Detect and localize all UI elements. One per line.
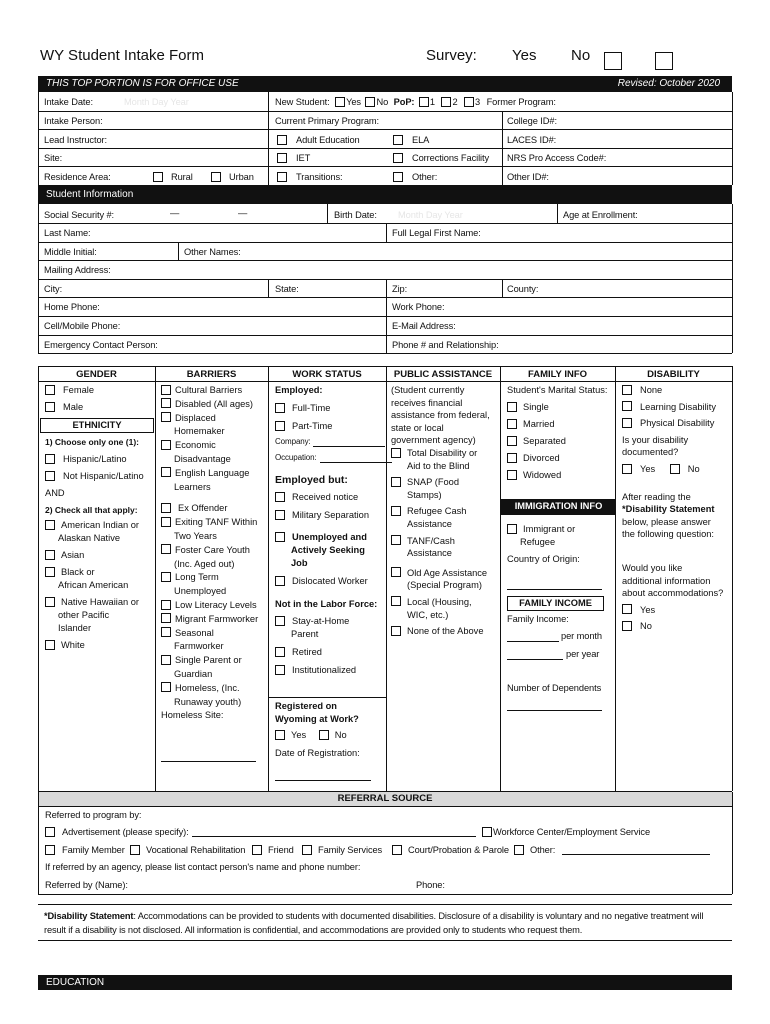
divider <box>732 366 733 791</box>
registration-date-input[interactable] <box>275 780 371 781</box>
barriers-heading: BARRIERS <box>186 369 237 380</box>
pop-2-checkbox[interactable] <box>441 97 451 107</box>
referral-heading: REFERRAL SOURCE <box>337 793 433 804</box>
divider <box>268 279 269 297</box>
divider <box>38 166 732 167</box>
last-name-label: Last Name: <box>44 228 91 238</box>
new-student-yes-label: Yes <box>346 97 361 107</box>
barrier-homeless[interactable]: Homeless, (Inc. <box>161 682 267 696</box>
divider <box>178 242 179 260</box>
family-income-label: Family Income: <box>507 614 569 624</box>
legal-first-name-label: Full Legal First Name: <box>392 228 481 238</box>
zip-label: Zip: <box>392 284 408 294</box>
part-time-option[interactable]: Part-Time <box>275 420 385 433</box>
assistance-none[interactable]: None of the Above <box>391 625 499 638</box>
intake-date-label: Intake Date: <box>44 97 93 107</box>
family-member-option[interactable]: Family Member <box>45 845 125 856</box>
registered-no-option[interactable]: No <box>319 730 347 740</box>
residence-label: Residence Area: <box>44 172 111 182</box>
employed-but-label: Employed but: <box>275 474 348 486</box>
income-month-input[interactable] <box>507 641 559 642</box>
country-of-origin-label: Country of Origin: <box>507 554 580 564</box>
barrier-seasonal[interactable]: Seasonal <box>161 627 267 641</box>
barrier-english-2: Learners <box>174 481 211 492</box>
cell-phone-label: Cell/Mobile Phone: <box>44 321 121 331</box>
physical-disability-option[interactable]: Physical Disability <box>622 417 730 430</box>
disability-heading: DISABILITY <box>647 369 700 380</box>
accommodations-yes-option[interactable]: Yes <box>622 604 730 617</box>
family-column <box>507 384 614 482</box>
assistance-snap[interactable]: SNAP (Food <box>391 476 499 489</box>
middle-initial-label: Middle Initial: <box>44 247 97 257</box>
divider <box>38 279 732 280</box>
divider <box>557 204 558 223</box>
barrier-foster-2: (Inc. Aged out) <box>174 558 235 569</box>
county-label: County: <box>507 284 539 294</box>
survey-label: Survey: <box>426 47 477 64</box>
stay-home-option[interactable]: Stay-at-Home <box>275 615 385 628</box>
divorced-option[interactable]: Divorced <box>507 452 614 465</box>
advertisement-option[interactable]: Advertisement (please specify): <box>45 827 189 838</box>
phone-relationship-label: Phone # and Relationship: <box>392 340 499 350</box>
state-label: State: <box>275 284 299 294</box>
disability-column <box>622 384 730 633</box>
divider <box>615 366 616 791</box>
disability-none-option[interactable]: None <box>622 384 730 397</box>
workforce-option[interactable]: Workforce Center/Employment Service <box>482 827 650 838</box>
homeless-site-label: Homeless Site: <box>161 710 224 721</box>
referred-by-label: Referred by (Name): <box>45 880 128 890</box>
iet-option[interactable]: IET <box>277 153 310 164</box>
unemployed-option[interactable]: Unemployed and <box>275 531 385 544</box>
new-student-no-label: No <box>376 97 389 107</box>
divider <box>38 92 39 185</box>
immigrant-option[interactable]: Immigrant or <box>507 523 614 536</box>
received-notice-option[interactable]: Received notice <box>275 491 385 504</box>
barrier-long-term[interactable]: Long Term <box>161 571 267 585</box>
barrier-disabled[interactable]: Disabled (All ages) <box>161 398 267 412</box>
would-you-like-3: about accommodations? <box>622 588 724 599</box>
family-services-option[interactable]: Family Services <box>300 845 382 856</box>
barrier-displaced-2: Homemaker <box>174 426 225 437</box>
disability-statement-title: *Disability Statement <box>44 911 134 921</box>
advertisement-input[interactable] <box>192 836 476 837</box>
barrier-seasonal-2: Farmworker <box>174 641 224 652</box>
disability-statement-text: : Accommodations can be provided to students with documented disabilities. Disclosure of a disability is voluntary and no negative treatment will result if a disability is not disclosed. All information is confidential, and accommodations are provided only to students who request them. <box>44 911 704 935</box>
country-of-origin-input[interactable] <box>507 589 602 590</box>
divider <box>38 381 732 382</box>
nrs-code-label: NRS Pro Access Code#: <box>507 153 607 163</box>
assistance-tanf-2: Assistance <box>407 548 452 559</box>
documented-question-1: Is your disability <box>622 434 689 445</box>
unemployed-label-3: Job <box>291 558 308 568</box>
family-income-heading: FAMILY INCOME <box>507 596 604 611</box>
institutionalized-option[interactable]: Institutionalized <box>275 664 385 677</box>
unemployed-label-2: Actively Seeking <box>291 545 365 555</box>
divider <box>732 792 733 894</box>
urban-option[interactable]: Urban <box>211 172 254 183</box>
ethnicity-heading: ETHNICITY <box>40 418 154 433</box>
per-year-label: per year <box>566 649 600 659</box>
corrections-option[interactable]: Corrections Facility <box>393 153 489 164</box>
disability-statement-box <box>38 904 732 941</box>
assistance-refugee[interactable]: Refugee Cash <box>391 505 499 518</box>
per-month-label: per month <box>561 631 602 641</box>
not-hispanic-option[interactable]: Not Hispanic/Latino <box>45 470 153 483</box>
white-option[interactable]: White <box>45 639 153 652</box>
female-option[interactable]: Female <box>45 384 153 397</box>
marital-status-label: Student's Marital Status: <box>507 385 608 395</box>
divider <box>38 894 732 895</box>
new-student-yes-checkbox[interactable] <box>335 97 345 107</box>
ssn-dash: — <box>170 208 180 218</box>
accommodations-no-option[interactable]: No <box>622 620 730 633</box>
divider <box>155 366 156 791</box>
registered-label-2: Wyoming at Work? <box>275 714 359 724</box>
barrier-foster[interactable]: Foster Care Youth <box>161 544 267 558</box>
divider <box>268 92 269 185</box>
divider <box>502 111 503 185</box>
hispanic-option[interactable]: Hispanic/Latino <box>45 453 153 466</box>
divider <box>38 223 732 224</box>
assistance-snap-2: Stamps) <box>407 489 442 500</box>
assistance-local[interactable]: Local (Housing, <box>391 596 499 609</box>
form-title: WY Student Intake Form <box>40 47 204 64</box>
not-in-labor-force-label: Not in the Labor Force: <box>275 599 378 609</box>
divider <box>38 792 39 894</box>
dependents-input[interactable] <box>507 710 602 711</box>
mailing-address-label: Mailing Address: <box>44 265 111 275</box>
divider <box>38 260 732 261</box>
office-use-bar <box>38 76 732 92</box>
lead-instructor-label: Lead Instructor: <box>44 135 107 145</box>
after-reading-3: below, please answer <box>622 516 711 527</box>
assistance-intro-5: government agency) <box>391 435 476 446</box>
other-names-label: Other Names: <box>184 247 241 257</box>
company-label: Company: <box>275 437 311 446</box>
registered-label-1: Registered on <box>275 701 337 711</box>
barrier-migrant[interactable]: Migrant Farmworker <box>161 613 267 627</box>
barrier-displaced[interactable]: Displaced <box>161 412 267 426</box>
barrier-economic-2: Disadvantage <box>174 453 231 464</box>
other-referral-option[interactable]: Other: <box>514 845 555 856</box>
barrier-ex-offender[interactable]: Ex Offender <box>161 502 267 516</box>
barrier-low-literacy[interactable]: Low Literacy Levels <box>161 599 267 613</box>
immigration-heading: IMMIGRATION INFO <box>501 499 616 515</box>
ssn-dash: — <box>238 208 248 218</box>
barrier-english[interactable]: English Language <box>161 467 267 481</box>
divider <box>327 204 328 223</box>
survey-no-label: No <box>571 47 591 64</box>
student-info-bar <box>38 186 732 204</box>
divider <box>38 129 732 130</box>
ethnicity-column <box>45 436 153 652</box>
immigrant-label-2: Refugee <box>520 537 556 547</box>
home-phone-label: Home Phone: <box>44 302 100 312</box>
intake-person-label: Intake Person: <box>44 116 103 126</box>
agency-note: If referred by an agency, please list contact person's name and phone number: <box>45 862 361 872</box>
hawaiian-label-3: Islander <box>58 623 92 633</box>
pop-1-label: 1 <box>429 97 435 107</box>
divider <box>38 297 732 298</box>
assistance-intro-1: (Student currently <box>391 385 465 395</box>
divider <box>38 366 732 367</box>
full-time-option[interactable]: Full-Time <box>275 402 385 415</box>
transitions-option[interactable]: Transitions: <box>277 172 343 183</box>
assistance-intro-2: receives financial <box>391 397 463 408</box>
divider <box>38 366 39 791</box>
divider <box>502 279 503 297</box>
registration-section <box>275 700 385 760</box>
adult-ed-option[interactable]: Adult Education <box>277 135 360 146</box>
college-id-label: College ID#: <box>507 116 557 126</box>
pop-1-checkbox[interactable] <box>419 97 429 107</box>
student-info-label: Student Information <box>46 189 134 200</box>
would-you-like-1: Would you like <box>622 562 683 573</box>
hawaiian-option[interactable]: Native Hawaiian or <box>45 596 153 609</box>
ssn-label: Social Security #: <box>44 210 115 220</box>
birth-date-ghost[interactable]: Month Day Year <box>398 210 463 220</box>
documented-question-2: documented? <box>622 447 679 458</box>
assistance-old-age-2: (Special Program) <box>407 580 482 591</box>
gender-column <box>45 384 153 414</box>
documented-yes-option[interactable]: Yes <box>622 464 655 474</box>
occupation-label: Occupation: <box>275 453 317 462</box>
learning-disability-option[interactable]: Learning Disability <box>622 401 730 414</box>
rural-option[interactable]: Rural <box>153 172 193 183</box>
barrier-single-parent-2: Guardian <box>174 668 213 679</box>
single-option[interactable]: Single <box>507 401 614 414</box>
assistance-total-disability-2: Aid to the Blind <box>407 460 470 471</box>
emergency-contact-label: Emergency Contact Person: <box>44 340 158 350</box>
barriers-column <box>161 384 267 723</box>
barrier-tanf[interactable]: Exiting TANF Within <box>161 516 267 530</box>
hawaiian-label-2: other Pacific <box>58 610 110 620</box>
divider <box>732 204 733 353</box>
new-student-row <box>275 97 556 108</box>
work-status-heading: WORK STATUS <box>292 369 362 380</box>
black-option[interactable]: Black or <box>45 566 153 579</box>
divider <box>386 366 387 791</box>
retired-option[interactable]: Retired <box>275 646 385 659</box>
divider <box>38 353 732 354</box>
public-assistance-heading: PUBLIC ASSISTANCE <box>393 369 493 380</box>
separated-option[interactable]: Separated <box>507 435 614 448</box>
dependents-label: Number of Dependents <box>507 683 602 693</box>
after-reading-1: After reading the <box>622 491 691 502</box>
stay-home-label-2: Parent <box>291 629 319 639</box>
disability-statement <box>38 905 732 941</box>
homeless-site-input[interactable] <box>161 761 256 762</box>
other-option[interactable]: Other: <box>393 172 437 183</box>
voc-rehab-option[interactable]: Vocational Rehabilitation <box>130 845 245 856</box>
survey-yes-label: Yes <box>512 47 537 64</box>
divider <box>38 335 732 336</box>
other-id-label: Other ID#: <box>507 172 549 182</box>
intake-date-ghost[interactable]: Month Day Year <box>124 97 189 107</box>
divider <box>732 92 733 185</box>
divider <box>500 366 501 791</box>
pop-label: PoP: <box>393 97 415 107</box>
age-label: Age at Enrollment: <box>563 210 638 220</box>
divider <box>386 279 387 353</box>
divider <box>268 366 269 791</box>
assistance-column <box>391 384 499 638</box>
barrier-homeless-2: Runaway youth) <box>174 696 242 707</box>
assistance-intro-3: assistance from federal, <box>391 410 490 421</box>
barrier-economic[interactable]: Economic <box>161 439 267 453</box>
court-option[interactable]: Court/Probation & Parole <box>392 845 509 856</box>
american-indian-option[interactable]: American Indian or <box>45 519 153 532</box>
work-column <box>275 384 385 433</box>
work-column-2 <box>275 474 385 677</box>
after-reading-2: *Disability Statement <box>622 504 715 515</box>
barrier-tanf-2: Two Years <box>174 530 217 541</box>
survey-yes-checkbox[interactable] <box>604 52 626 70</box>
gender-heading: GENDER <box>76 369 117 380</box>
education-label: EDUCATION <box>46 977 105 988</box>
married-option[interactable]: Married <box>507 418 614 431</box>
revised-label: Revised: October 2020 <box>617 78 720 89</box>
pop-3-checkbox[interactable] <box>464 97 474 107</box>
documented-no-option[interactable]: No <box>670 464 700 474</box>
divider <box>38 316 732 317</box>
referral-phone-label: Phone: <box>416 880 445 890</box>
ela-option[interactable]: ELA <box>393 135 429 146</box>
survey-no-checkbox[interactable] <box>655 52 677 70</box>
friend-option[interactable]: Friend <box>252 845 294 856</box>
divider <box>386 223 387 242</box>
black-label-2: African American <box>58 580 129 590</box>
barrier-long-term-2: Unemployed <box>174 586 227 597</box>
current-program-label: Current Primary Program: <box>275 116 380 126</box>
occupation-input[interactable] <box>320 462 392 463</box>
pop-2-label: 2 <box>452 97 458 107</box>
new-student-label: New Student: <box>275 97 330 107</box>
immigration-section <box>507 523 614 566</box>
assistance-intro-4: state or local <box>391 422 444 433</box>
registered-yes-option[interactable]: Yes <box>275 730 306 740</box>
new-student-no-checkbox[interactable] <box>365 97 375 107</box>
laces-id-label: LACES ID#: <box>507 135 557 145</box>
divider <box>38 148 732 149</box>
birth-date-label: Birth Date: <box>334 210 377 220</box>
assistance-old-age[interactable]: Old Age Assistance <box>391 567 499 580</box>
and-label: AND <box>45 488 65 498</box>
other-referral-input[interactable] <box>562 854 710 855</box>
referral-heading-bar <box>38 792 732 807</box>
pop-3-label: 3 <box>475 97 481 107</box>
office-use-label: THIS TOP PORTION IS FOR OFFICE USE <box>46 78 239 89</box>
widowed-option[interactable]: Widowed <box>507 469 614 482</box>
assistance-local-2: WIC, etc.) <box>407 609 449 620</box>
after-reading-4: the following question: <box>622 529 714 540</box>
site-label: Site: <box>44 153 63 163</box>
email-label: E-Mail Address: <box>392 321 456 331</box>
divider <box>38 111 732 112</box>
male-option[interactable]: Male <box>45 401 153 414</box>
referred-to-label: Referred to program by: <box>45 810 142 820</box>
assistance-total-disability[interactable]: Total Disability or <box>391 447 499 460</box>
asian-option[interactable]: Asian <box>45 549 153 562</box>
choose-one-label: 1) Choose only one (1): <box>45 437 139 447</box>
work-phone-label: Work Phone: <box>392 302 445 312</box>
company-input[interactable] <box>313 446 385 447</box>
registration-date-label: Date of Registration: <box>275 748 360 758</box>
income-year-input[interactable] <box>507 659 563 660</box>
barrier-cultural[interactable]: Cultural Barriers <box>161 384 267 398</box>
divider <box>38 204 39 353</box>
would-you-like-2: additional information <box>622 575 711 586</box>
assistance-refugee-2: Assistance <box>407 518 452 529</box>
divider <box>38 242 732 243</box>
military-option[interactable]: Military Separation <box>275 509 385 522</box>
dislocated-option[interactable]: Dislocated Worker <box>275 575 385 588</box>
employed-label: Employed: <box>275 385 323 395</box>
education-bar <box>38 975 732 990</box>
city-label: City: <box>44 284 63 294</box>
barrier-single-parent[interactable]: Single Parent or <box>161 654 267 668</box>
american-indian-label-2: Alaskan Native <box>58 533 121 543</box>
divider <box>268 697 386 698</box>
assistance-tanf[interactable]: TANF/Cash <box>391 535 499 548</box>
check-all-label: 2) Check all that apply: <box>45 505 138 515</box>
former-program-label: Former Program: <box>486 97 556 107</box>
family-info-heading: FAMILY INFO <box>527 369 588 380</box>
